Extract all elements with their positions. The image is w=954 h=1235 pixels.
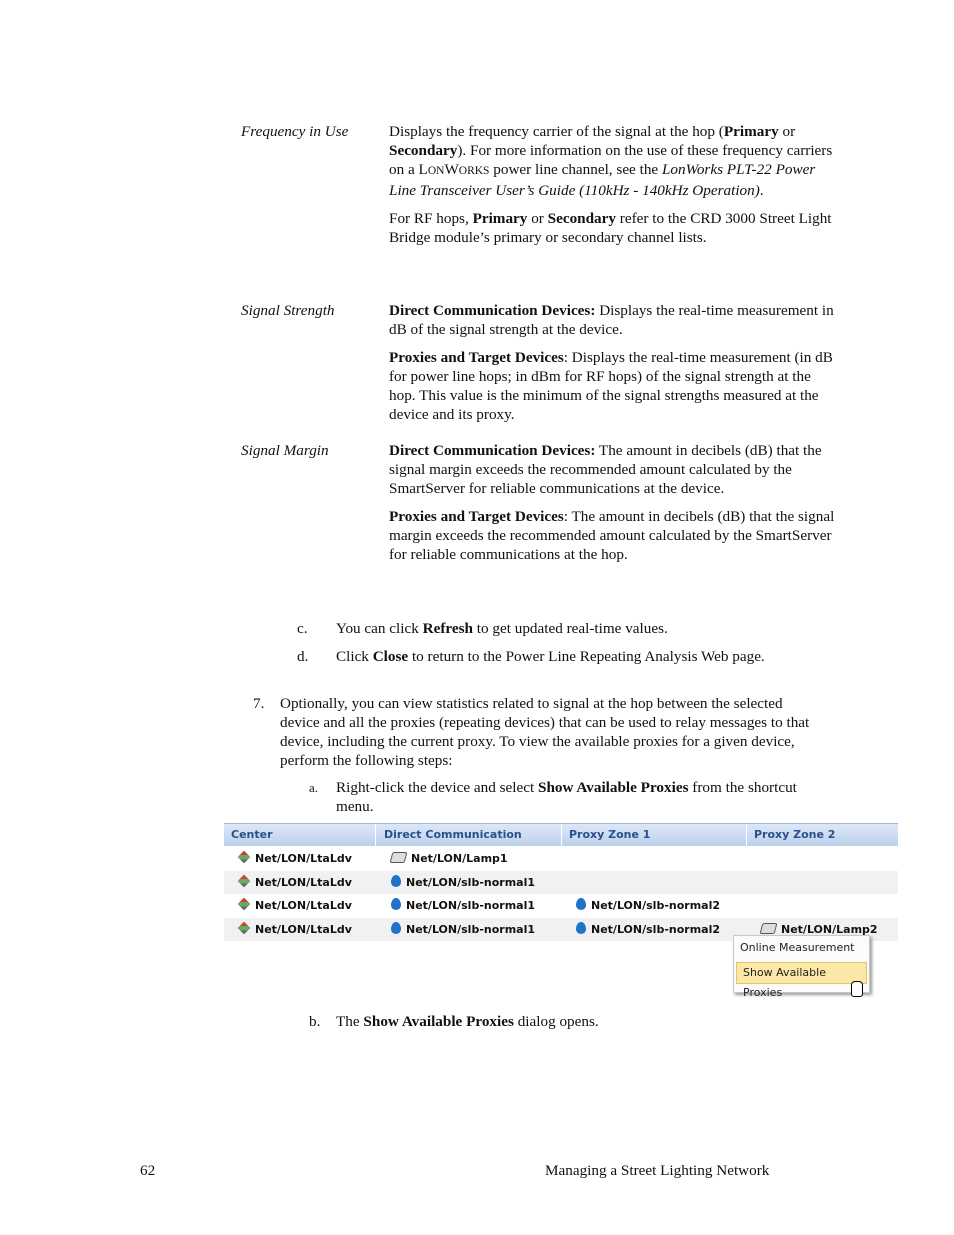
table-cell[interactable]: [391, 918, 535, 941]
bold-text: Primary: [723, 123, 779, 140]
center-icon: [238, 898, 251, 911]
term-frequency-in-use: Frequency in Use: [241, 123, 349, 140]
table-cell[interactable]: [391, 847, 508, 870]
device-path: Net/LON/LtaLdv: [255, 852, 352, 865]
small-caps-text: ON: [427, 165, 445, 177]
footer-chapter-title: Managing a Street Lighting Network: [545, 1162, 770, 1179]
table-cell[interactable]: [576, 918, 720, 941]
bold-text: Proxies and Target Devices: [389, 349, 564, 366]
term-signal-margin: Signal Margin: [241, 442, 329, 459]
paragraph: Proxies and Target Devices: Displays the real-time measurement (in dB for power line hops; in dBm for RF hops) of the signal strength at the hop. This value is the minimum of the signal strengths measured at the device and its proxy.: [389, 349, 833, 423]
paragraph: Direct Communication Devices: The amount in decibels (dB) that the signal margin exceeds the recommended amount calculated by the SmartServer for reliable communications at the device.: [389, 442, 822, 497]
table-row[interactable]: [224, 847, 898, 870]
device-path: Net/LON/slb-normal1: [406, 875, 536, 889]
step-a-marker: a.: [309, 780, 319, 795]
context-menu: [733, 935, 870, 999]
header-proxy-zone-2[interactable]: Proxy Zone 2: [754, 828, 836, 841]
bold-text: Close: [372, 648, 409, 665]
step-7-text: Optionally, you can view statistics related to signal at the hop between the selected device and all the proxies (repeating devices) that can be used to relay messages to that device, including the current proxy. To view the available proxies for a given device, perform the following steps:: [280, 695, 810, 769]
bold-text: Secondary: [389, 142, 458, 159]
hand-cursor-icon: [851, 981, 863, 997]
lamp-icon: [760, 923, 778, 934]
device-path: Net/LON/Lamp1: [411, 852, 508, 865]
bold-text: Refresh: [422, 620, 473, 637]
italic-text: LonWorks PLT-22 Power Line Transceiver User’s Guide (110kHz - 140kHz Operation): [389, 161, 816, 199]
paragraph: For RF hops, Primary or Secondary refer to the CRD 3000 Street Light Bridge module’s primary or secondary channel lists.: [389, 210, 832, 246]
device-path: Net/LON/LtaLdv: [255, 875, 352, 889]
device-path: Net/LON/slb-normal1: [406, 899, 536, 912]
step-d-marker: d.: [297, 648, 309, 665]
menu-item-online-measurement[interactable]: Online Measurement: [740, 941, 855, 954]
center-icon: [238, 874, 251, 887]
bold-text: Show Available Proxies: [363, 1013, 514, 1030]
table-row[interactable]: [224, 894, 898, 917]
table-cell[interactable]: [576, 894, 720, 917]
device-path: Net/LON/LtaLdv: [255, 922, 352, 936]
bold-text: Primary: [472, 210, 528, 227]
drop-icon: [576, 922, 586, 934]
paragraph: Direct Communication Devices: Displays the real-time measurement in dB of the signal strength at the device.: [389, 302, 834, 338]
center-icon: [238, 851, 251, 864]
device-path: Net/LON/slb-normal2: [591, 899, 721, 912]
drop-icon: [391, 875, 401, 887]
menu-item-show-available-proxies[interactable]: Show Available Proxies: [736, 962, 867, 984]
bold-text: Secondary: [547, 210, 616, 227]
table-cell[interactable]: [391, 894, 535, 917]
table-cell[interactable]: [238, 894, 352, 917]
header-direct-communication[interactable]: Direct Communication: [377, 824, 562, 846]
desc-signal-strength: [389, 301, 839, 433]
header-center[interactable]: Center: [224, 824, 376, 846]
desc-frequency-in-use: [389, 122, 839, 256]
table-cell[interactable]: [238, 918, 352, 941]
step-b-marker: b.: [309, 1013, 321, 1030]
lamp-icon: [390, 852, 408, 863]
desc-signal-margin: [389, 441, 839, 573]
term-signal-strength: Signal Strength: [241, 302, 335, 319]
device-path: Net/LON/Lamp2: [781, 922, 878, 936]
drop-icon: [391, 898, 401, 910]
step-c-marker: c.: [297, 620, 308, 637]
step-a-text: Right-click the device and select Show Available Proxies from the shortcut menu.: [336, 779, 797, 815]
bold-text: Direct Communication Devices:: [389, 302, 596, 319]
table-cell[interactable]: [391, 871, 535, 894]
header-proxy-zone-1[interactable]: Proxy Zone 1: [562, 824, 747, 846]
table-cell[interactable]: [238, 871, 352, 894]
device-path: Net/LON/slb-normal2: [591, 922, 721, 936]
table-cell[interactable]: [238, 847, 352, 870]
step-7-marker: 7.: [253, 695, 265, 712]
small-caps-text: ORKS: [458, 165, 490, 177]
bold-text: Show Available Proxies: [538, 779, 689, 796]
step-c-text: You can click Refresh to get updated real-time values.: [336, 620, 668, 637]
paragraph: Displays the frequency carrier of the signal at the hop (Primary or Secondary). For more information on the use of these frequency carriers on a LONWORKS power line channel, see the LonWorks PLT-22 Power Line Transceiver User’s Guide (110kHz - 140kHz Operation).: [389, 123, 833, 199]
table-header: [224, 823, 898, 846]
device-path: Net/LON/LtaLdv: [255, 899, 352, 912]
bold-text: Direct Communication Devices:: [389, 442, 596, 459]
proxy-table-screenshot: [224, 823, 898, 1003]
page-number: 62: [140, 1162, 156, 1179]
step-d-text: Click Close to return to the Power Line Repeating Analysis Web page.: [336, 648, 765, 665]
drop-icon: [391, 922, 401, 934]
step-b-text: The Show Available Proxies dialog opens.: [336, 1013, 599, 1030]
paragraph: Proxies and Target Devices: The amount in decibels (dB) that the signal margin exceeds the recommended amount calculated by the SmartServer for reliable communications at the hop.: [389, 508, 835, 563]
drop-icon: [576, 898, 586, 910]
center-icon: [238, 921, 251, 934]
bold-text: Proxies and Target Devices: [389, 508, 564, 525]
device-path: Net/LON/slb-normal1: [406, 922, 536, 936]
table-row[interactable]: [224, 871, 898, 894]
